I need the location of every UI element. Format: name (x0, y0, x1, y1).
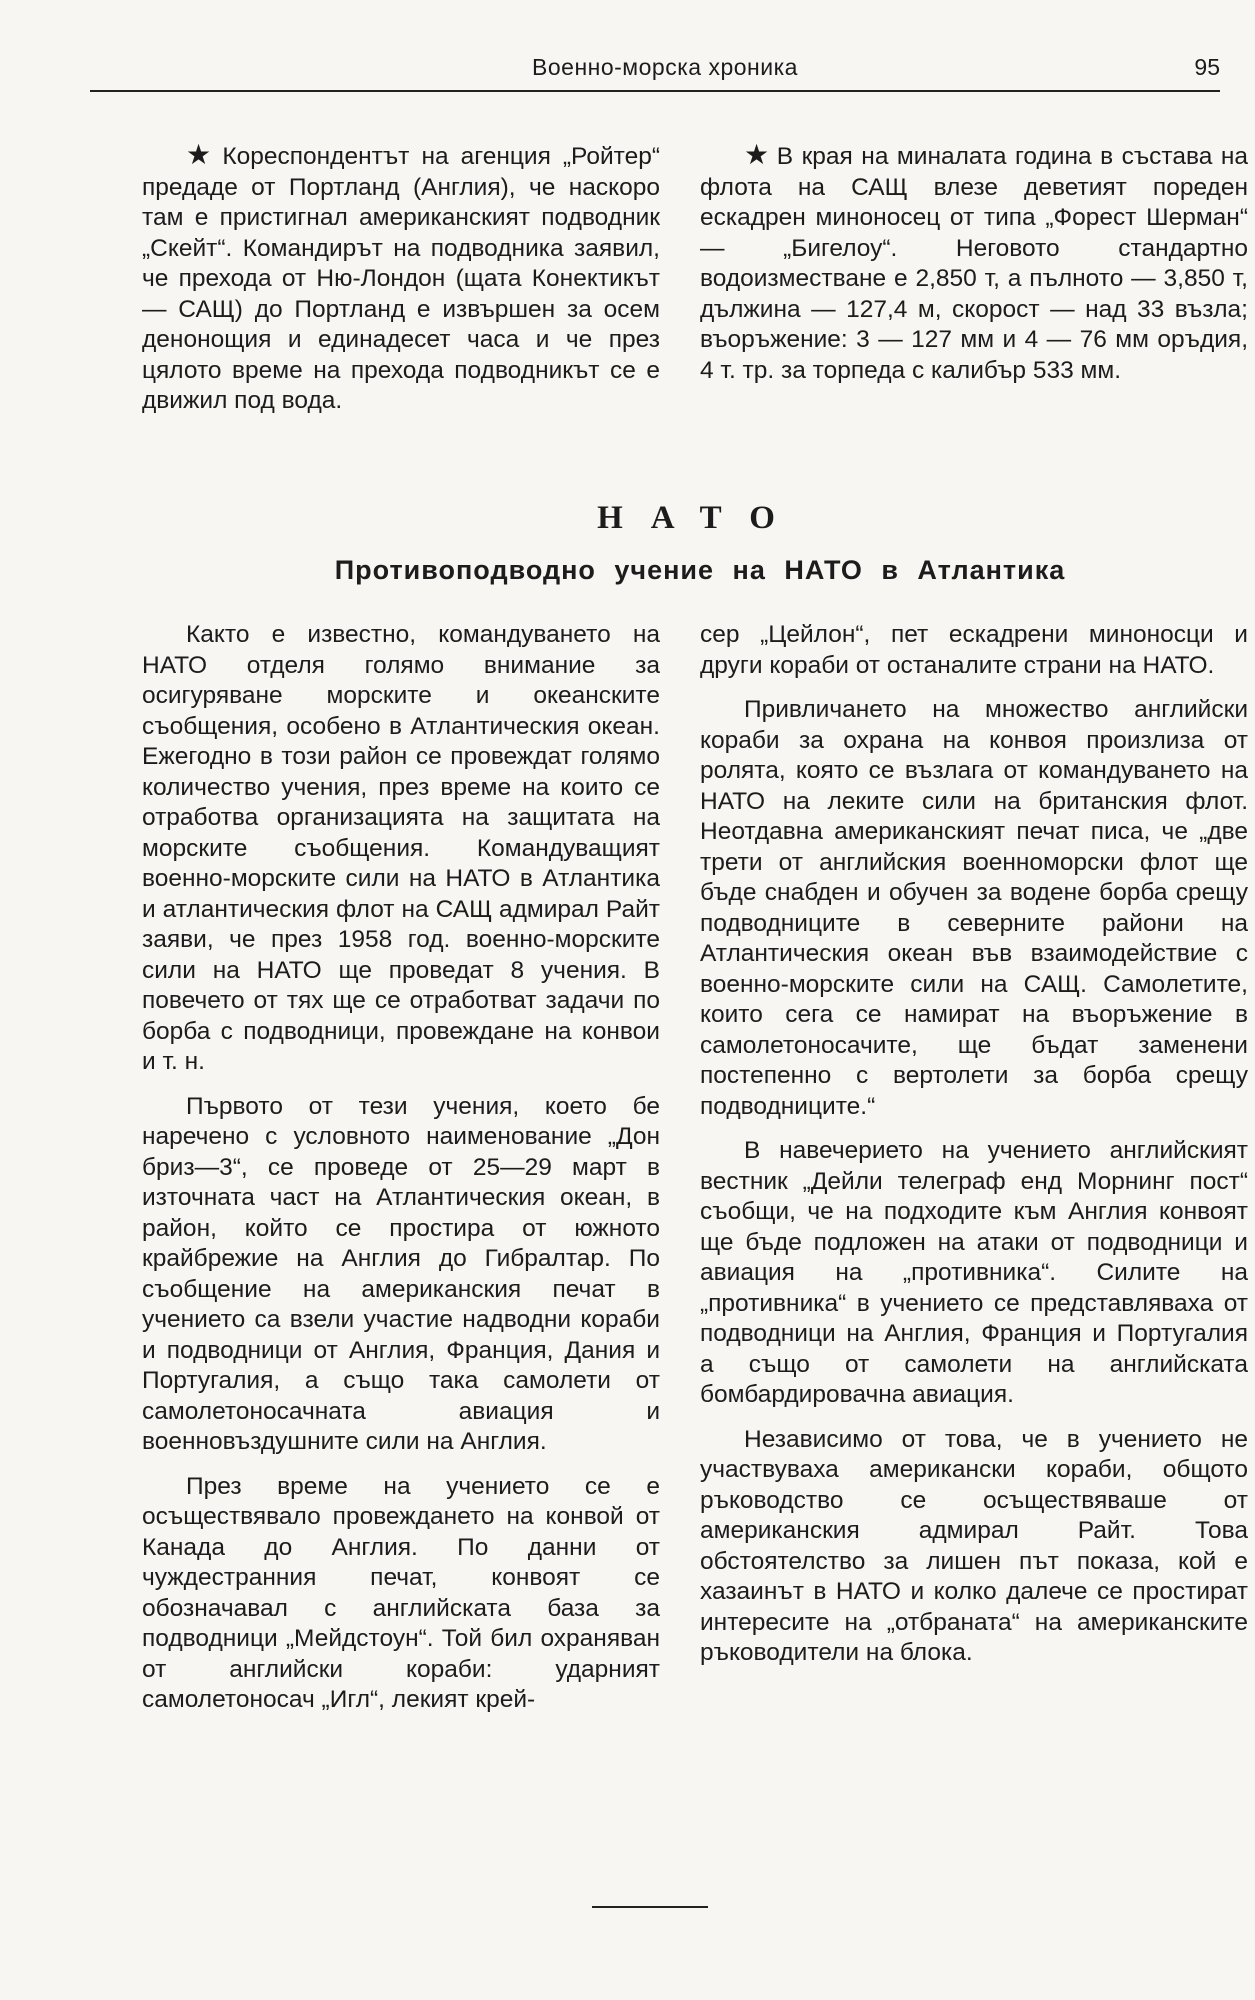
section-title: НАТО (597, 500, 803, 536)
article-subtitle: Противоподводно учение на НАТО в Атлантика (334, 555, 1066, 585)
article-paragraph: През време на учението се е осъществявало провеждането на конвой от Канада до Англия. По данни от чуждестранния печат, конвоят се обозначавал с английската база за подводници „Мейдстоун“. Той бил охраняван от английски кораби: ударният самолетоносач „Игл“, лекият крей- (142, 1472, 660, 1713)
page-number: 95 (1194, 54, 1220, 80)
article-paragraph: Независимо от това, че в учението не участвуваха американски кораби, общото ръководство се осъществяваше от американския адмирал Райт. Това обстоятелство за лишен път показа, кой е хазаинът в НАТО и колко далече се простират интересите на „отбраната“ на американските ръководители на блока. (700, 1425, 1248, 1666)
end-rule (592, 1906, 708, 1908)
header-rule (90, 90, 1220, 92)
article-paragraph: Първото от тези учения, което бе наречено с условното наименование „Дон бриз—3“, се проведе от 25—29 март в източната част на Атлантическия океан, в район, който се простира от южното крайбрежие на Англия до Гибралтар. По съобщение на американския печат в учението са взели участие надводни кораби и подводници от Англия, Франция, Дания и Португалия, а също така самолети от самолетоносачната авиация и военновъздушните сили на Англия. (142, 1092, 660, 1455)
running-title: Военно-морска хроника (532, 54, 798, 80)
news-item-left-text: Кореспондентът на агенция „Ройтер“ предаде от Портланд (Англия), че наскоро там е пристигнал американският подводник „Скейт“. Командирът на подводника заявил, че прехода от Ню-Лондон (щата Конектикът— САЩ) до Портланд е извършен за осем денонощия и единадесет часа и че през цялото време на прехода подводникът се е движил под вода. (142, 143, 660, 414)
star-icon: ★ (744, 139, 771, 170)
article-paragraph: сер „Цейлон“, пет ескадрени миноносци и други кораби от останалите страни на НАТО. (700, 621, 1248, 679)
running-header (90, 50, 1240, 92)
article-paragraph: Привличането на множество английски кораби за охрана на конвоя произлиза от ролята, която се възлага от командуването на НАТО на леките сили на британския флот. Неотдавна американският печат писа, че „две трети от английския военноморски флот ще бъде снабден и обучен за водене борба срещу подводниците в северните райони на Атлантическия океан във взаимодействие с военно-морските сили на САЩ. Самолетите, които сега се намират на въоръжение в самолетоносачите, ще бъдат заменени постепенно с вертолети за борба срещу подводниците.“ (700, 696, 1248, 1120)
article-left-column (142, 620, 660, 1730)
star-icon: ★ (186, 139, 217, 170)
news-item-left (142, 140, 660, 431)
news-item-right (700, 140, 1248, 400)
article-right-column (700, 620, 1248, 1683)
news-item-right-text: В края на миналата година в състава на флота на САЩ влезе деветият пореден ескадрен миноносец от типа „Форест Шерман“ — „Бигелоу“. Неговото стандартно водоизместване е 2,850 т, а пълното — 3,850 т, дължина — 127,4 м, скорост — над 33 възла; въоръжение: 3 — 127 мм и 4 — 76 мм оръдия, 4 т. тр. за торпеда с калибър 533 мм. (700, 143, 1248, 384)
article-paragraph: Както е известно, командуването на НАТО отделя голямо внимание за осигуряване морските и океанските съобщения, особено в Атлантическия океан. Ежегодно в този район се провеждат голямо количество учения, през време на които се отработва организацията на защитата на морските съобщения. Командуващият военно-морските сили на НАТО в Атлантика и атлантическия флот на САЩ адмирал Райт заяви, че през 1958 год. военно-морските сили на НАТО ще проведат 8 учения. В повечето от тях ще се отработват задачи по борба с подводници, провеждане на конвои и т. н. (142, 621, 660, 1075)
article-paragraph: В навечерието на учението английският вестник „Дейли телеграф енд Морнинг пост“ съобщи, че на подходите към Англия конвоят ще бъде подложен на атаки от подводници и авиация на „противника“. Силите на „противника“ в учението се представляваха от подводници на Англия, Франция и Португалия а също от самолети на английската бомбардировачна авиация. (700, 1137, 1248, 1408)
